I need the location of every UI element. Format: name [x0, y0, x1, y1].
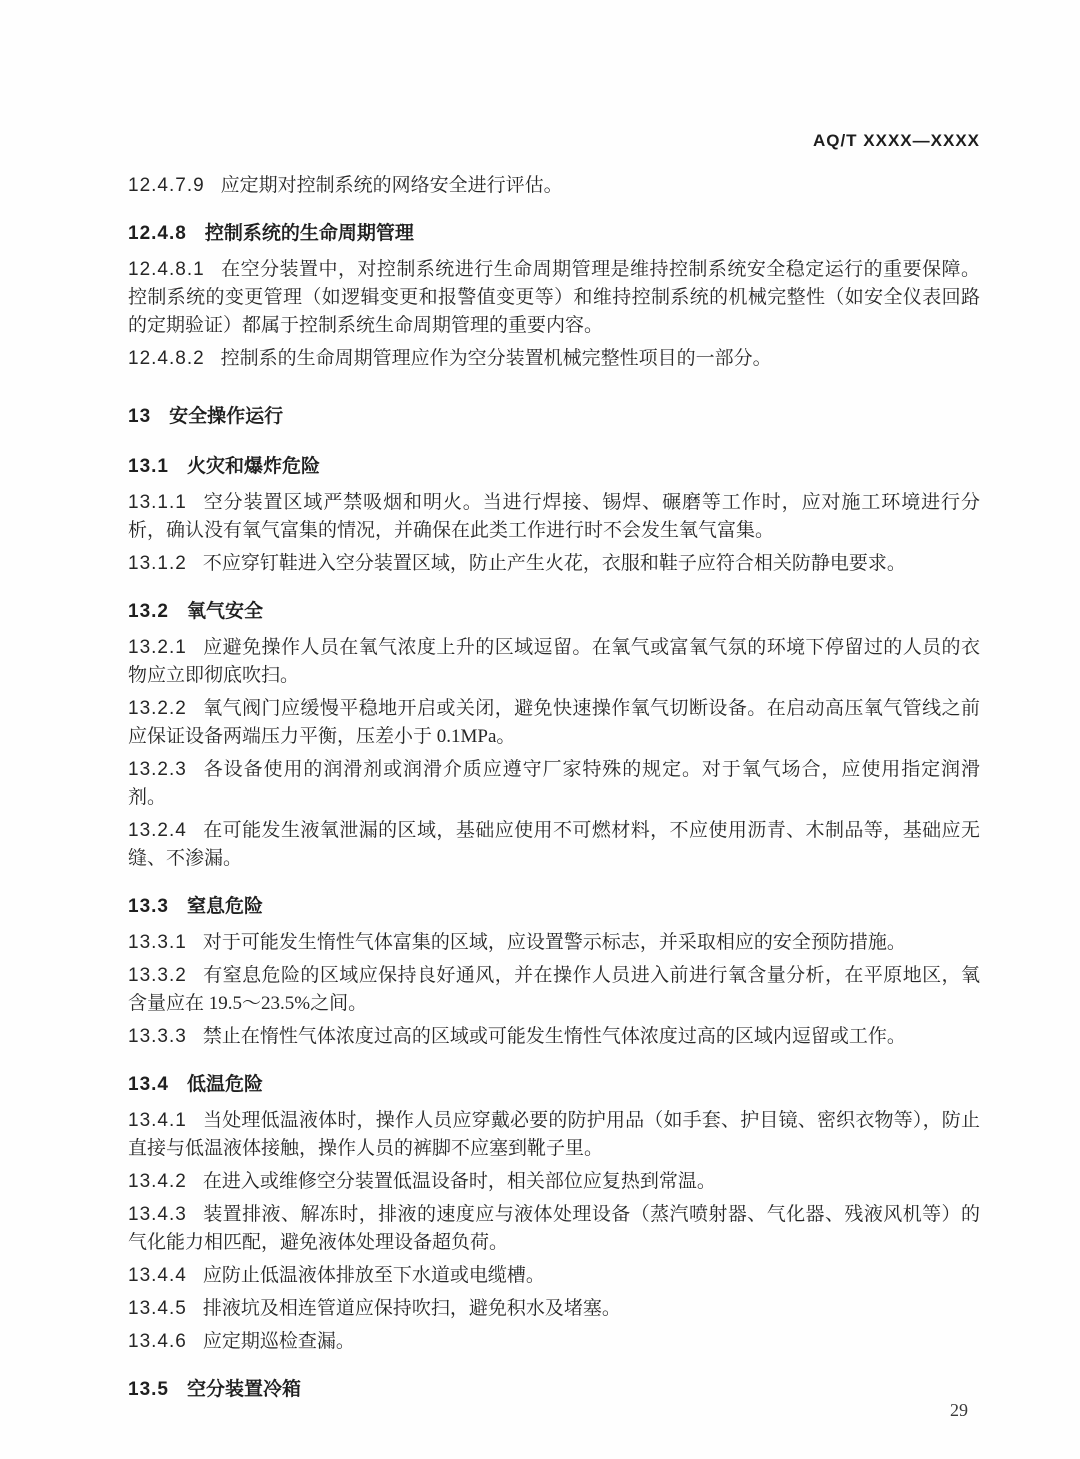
clause-paragraph — [128, 550, 980, 578]
heading-text: 窒息危险 — [186, 896, 263, 917]
clause-number: 13.2.3 — [128, 759, 187, 780]
clause-paragraph — [128, 695, 980, 751]
clause-number: 13.4.4 — [128, 1265, 187, 1286]
clause-text: 当处理低温液体时，操作人员应穿戴必要的防护用品（如手套、护目镜、密织衣物等），防止直接与低温液体接触，操作人员的裤脚不应塞到靴子里。 — [128, 1110, 980, 1159]
clause-text: 空分装置区域严禁吸烟和明火。当进行焊接、锡焊、碾磨等工作时，应对施工环境进行分析，确认没有氧气富集的情况，并确保在此类工作进行时不会发生氧气富集。 — [128, 492, 980, 541]
clause-text: 禁止在惰性气体浓度过高的区域或可能发生惰性气体浓度过高的区域内逗留或工作。 — [202, 1026, 906, 1047]
clause-number: 13.3.1 — [128, 932, 187, 953]
clause-text: 有窒息危险的区域应保持良好通风，并在操作人员进入前进行氧含量分析，在平原地区，氧含量应在 19.5～23.5%之间。 — [128, 965, 980, 1014]
clause-number: 12.4.8.2 — [128, 348, 205, 369]
heading-text: 氧气安全 — [186, 601, 263, 622]
standard-code: AQ/T XXXX—XXXX — [812, 131, 980, 150]
clause-paragraph — [128, 1107, 980, 1163]
page-number: 29 — [950, 1400, 968, 1420]
clause-number: 13.5 — [128, 1379, 169, 1400]
clause-text: 控制系的生命周期管理应作为空分装置机械完整性项目的一部分。 — [220, 348, 772, 369]
clause-paragraph — [128, 345, 980, 373]
clause-paragraph — [128, 756, 980, 812]
clause-text: 在可能发生液氧泄漏的区域，基础应使用不可燃材料，不应使用沥青、木制品等，基础应无缝、不渗漏。 — [128, 820, 980, 869]
clause-number: 13.3 — [128, 896, 169, 917]
clause-paragraph — [128, 1328, 980, 1356]
section-heading — [128, 893, 980, 921]
page-footer — [950, 1400, 968, 1421]
clause-number: 13.2 — [128, 601, 169, 622]
clause-text: 应防止低温液体排放至下水道或电缆槽。 — [202, 1265, 545, 1286]
clause-number: 13 — [128, 406, 152, 427]
clause-paragraph — [128, 1262, 980, 1290]
clause-number: 12.4.7.9 — [128, 175, 205, 196]
clause-text: 应定期对控制系统的网络安全进行评估。 — [220, 175, 563, 196]
clause-number: 12.4.8.1 — [128, 259, 205, 280]
clause-number: 13.1.1 — [128, 492, 187, 513]
heading-text: 控制系统的生命周期管理 — [204, 223, 414, 244]
section-heading — [128, 598, 980, 626]
clause-number: 13.4.2 — [128, 1171, 187, 1192]
section-heading — [128, 1071, 980, 1099]
page-header — [0, 0, 1080, 151]
clause-number: 13.4.5 — [128, 1298, 187, 1319]
clause-number: 12.4.8 — [128, 223, 187, 244]
clause-paragraph — [128, 1295, 980, 1323]
heading-text: 低温危险 — [186, 1074, 263, 1095]
clause-text: 在空分装置中，对控制系统进行生命周期管理是维持控制系统安全稳定运行的重要保障。控制系统的变更管理（如逻辑变更和报警值变更等）和维持控制系统的机械完整性（如安全仪表回路的定期验证）都属于控制系统生命周期管理的重要内容。 — [128, 259, 980, 336]
clause-text: 氧气阀门应缓慢平稳地开启或关闭，避免快速操作氧气切断设备。在启动高压氧气管线之前应保证设备两端压力平衡，压差小于 0.1MPa。 — [128, 698, 980, 747]
clause-paragraph — [128, 256, 980, 340]
heading-text: 安全操作运行 — [169, 406, 284, 427]
clause-paragraph — [128, 817, 980, 873]
section-heading — [128, 220, 980, 248]
clause-number: 13.4.3 — [128, 1204, 187, 1225]
clause-text: 在进入或维修空分装置低温设备时，相关部位应复热到常温。 — [202, 1171, 716, 1192]
clause-number: 13.2.1 — [128, 637, 187, 658]
clause-paragraph — [128, 634, 980, 690]
clause-text: 装置排液、解冻时，排液的速度应与液体处理设备（蒸汽喷射器、气化器、残液风机等）的气化能力相匹配，避免液体处理设备超负荷。 — [128, 1204, 980, 1253]
clause-text: 排液坑及相连管道应保持吹扫，避免积水及堵塞。 — [202, 1298, 621, 1319]
section-heading — [128, 403, 980, 431]
clause-number: 13.3.3 — [128, 1026, 187, 1047]
clause-number: 13.4.6 — [128, 1331, 187, 1352]
section-heading — [128, 453, 980, 481]
document-body — [0, 151, 1080, 1404]
clause-paragraph — [128, 489, 980, 545]
clause-paragraph — [128, 1201, 980, 1257]
clause-number: 13.2.2 — [128, 698, 187, 719]
clause-number: 13.3.2 — [128, 965, 187, 986]
clause-paragraph — [128, 1023, 980, 1051]
clause-text: 对于可能发生惰性气体富集的区域，应设置警示标志，并采取相应的安全预防措施。 — [202, 932, 906, 953]
clause-number: 13.4 — [128, 1074, 169, 1095]
clause-text: 应定期巡检查漏。 — [202, 1331, 355, 1352]
clause-paragraph — [128, 1168, 980, 1196]
clause-text: 各设备使用的润滑剂或润滑介质应遵守厂家特殊的规定。对于氧气场合，应使用指定润滑剂。 — [128, 759, 980, 808]
heading-text: 火灾和爆炸危险 — [186, 456, 320, 477]
clause-number: 13.4.1 — [128, 1110, 187, 1131]
clause-text: 不应穿钉鞋进入空分装置区域，防止产生火花，衣服和鞋子应符合相关防静电要求。 — [202, 553, 906, 574]
clause-paragraph — [128, 962, 980, 1018]
clause-paragraph — [128, 172, 980, 200]
section-heading — [128, 1376, 980, 1404]
heading-text: 空分装置冷箱 — [186, 1379, 301, 1400]
clause-text: 应避免操作人员在氧气浓度上升的区域逗留。在氧气或富氧气氛的环境下停留过的人员的衣物应立即彻底吹扫。 — [128, 637, 980, 686]
clause-number: 13.1 — [128, 456, 169, 477]
clause-paragraph — [128, 929, 980, 957]
clause-number: 13.2.4 — [128, 820, 187, 841]
clause-number: 13.1.2 — [128, 553, 187, 574]
